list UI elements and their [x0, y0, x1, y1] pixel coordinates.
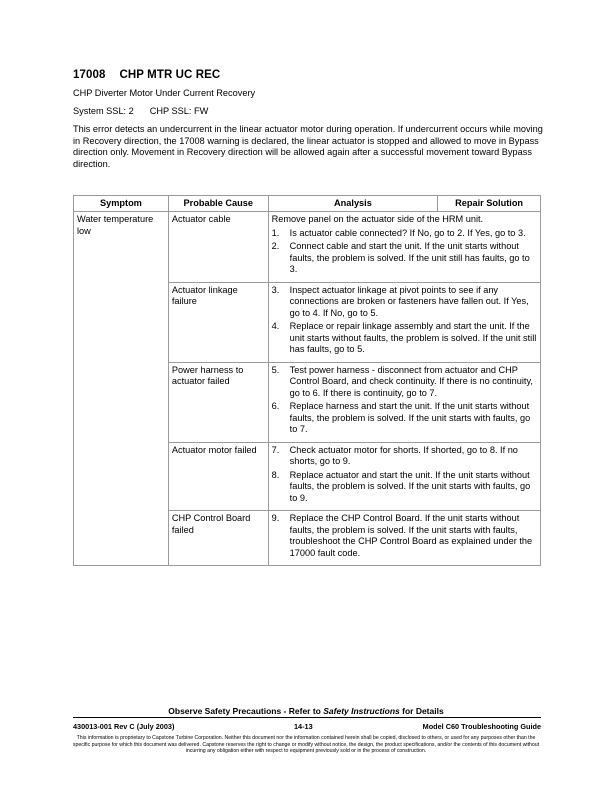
fault-code: 17008	[73, 69, 106, 81]
header-symptom: Symptom	[74, 196, 169, 212]
fault-heading	[73, 69, 220, 81]
analysis-cell	[268, 362, 540, 442]
analysis-step	[272, 321, 537, 356]
safety-note-suffix: for Details	[399, 706, 444, 716]
step-number: 9.	[271, 513, 280, 523]
table-row	[74, 212, 541, 283]
page-number: 14-13	[294, 722, 313, 731]
legal-notice: This information is proprietary to Capstone Turbine Corporation. Neither this document nor the information contained herein shall be copied, disclosed to others, or used for any purposes other than the specific purpose for which this document was delivered. Capstone reserves the right to change or modify without notice, the design, the product specifications, and/or the contents of this document without incurring any obligation either with respect to equipment previously sold or in the process of construction.	[72, 735, 540, 755]
cause-cell: Power harness to actuator failed	[168, 362, 268, 442]
step-number: 2.	[271, 241, 280, 251]
analysis-intro: Remove panel on the actuator side of the HRM unit.	[271, 214, 484, 224]
ssl-line	[73, 106, 208, 116]
step-number: 8.	[271, 469, 280, 480]
analysis-cell	[268, 511, 540, 566]
safety-note-italic: Safety Instructions	[323, 706, 400, 716]
troubleshooting-table	[73, 195, 541, 566]
step-number: 5.	[271, 364, 280, 375]
cause-cell: Actuator cable	[168, 212, 268, 283]
doc-number: 430013-001 Rev C (July 2003)	[73, 722, 175, 731]
manual-title: Model C60 Troubleshooting Guide	[422, 722, 541, 731]
step-text: Check actuator motor for shorts. If shorted, go to 8. If no shorts, go to 9.	[289, 444, 518, 466]
step-number: 1.	[271, 227, 280, 238]
step-text: Replace actuator and start the unit. If the unit starts without faults, the problem is solved. If the unit starts with faults, go to 9.	[289, 469, 531, 503]
footer-divider	[73, 717, 541, 718]
fault-description: This error detects an undercurrent in the linear actuator motor during operation. If undercurrent occurs while moving in Recovery direction, the 17008 warning is declared, the linear actuator is stopped and allowed to move in Bypass direction only. Movement in Recovery direction will be allowed again after a successful movement toward Bypass direction.	[73, 124, 543, 169]
cause-cell: Actuator linkage failure	[168, 282, 268, 362]
analysis-step	[272, 285, 537, 320]
step-number: 4.	[271, 321, 280, 331]
analysis-step	[272, 241, 537, 276]
analysis-cell	[268, 442, 540, 511]
analysis-cell	[268, 282, 540, 362]
analysis-step	[272, 401, 537, 436]
analysis-step	[272, 470, 537, 505]
fault-subtitle: CHP Diverter Motor Under Current Recovery	[73, 88, 256, 98]
fault-title: CHP MTR UC REC	[119, 69, 221, 81]
header-repair-solution: Repair Solution	[438, 196, 541, 212]
safety-note	[0, 706, 612, 716]
analysis-step	[272, 228, 537, 240]
symptom-cell: Water temperature low	[74, 212, 169, 566]
step-text: Replace the CHP Control Board. If the unit starts without faults, the problem is solved. If the unit starts with faults, troubleshoot the CHP Control Board as explained under the 17000 fault code.	[289, 513, 533, 558]
analysis-step	[272, 365, 537, 400]
safety-note-prefix: Observe Safety Precautions - Refer to	[168, 706, 324, 716]
step-text: Replace harness and start the unit. If the unit starts without faults, the problem is solved. If the unit starts with faults, go to 7.	[289, 401, 531, 434]
step-text: Replace or repair linkage assembly and start the unit. If the unit starts without faults, the problem is solved. If the unit still has faults, go to 5.	[289, 321, 537, 354]
step-text: Is actuator cable connected? If No, go to 2. If Yes, go to 3.	[289, 227, 526, 238]
header-analysis: Analysis	[268, 196, 438, 212]
step-number: 3.	[271, 284, 280, 295]
analysis-step	[272, 513, 537, 559]
cause-cell: Actuator motor failed	[168, 442, 268, 511]
analysis-cell	[268, 212, 540, 283]
step-number: 6.	[271, 401, 280, 411]
table-header-row	[74, 196, 541, 212]
chp-ssl: CHP SSL: FW	[149, 106, 209, 116]
step-text: Connect cable and start the unit. If the unit starts without faults, the problem is solved. If the unit still has faults, go to 3.	[289, 241, 530, 274]
step-number: 7.	[271, 444, 280, 455]
step-text: Test power harness - disconnect from actuator and CHP Control Board, and check continuity. If there is no continuity, go to 6. If there is continuity, go to 7.	[289, 364, 533, 398]
header-probable-cause: Probable Cause	[168, 196, 268, 212]
step-text: Inspect actuator linkage at pivot points to see if any connections are broken or fasteners have fallen out. If Yes, go to 4. If No, go to 5.	[289, 284, 529, 318]
analysis-step	[272, 445, 537, 468]
cause-cell: CHP Control Board failed	[168, 511, 268, 566]
system-ssl: System SSL: 2	[73, 106, 134, 116]
